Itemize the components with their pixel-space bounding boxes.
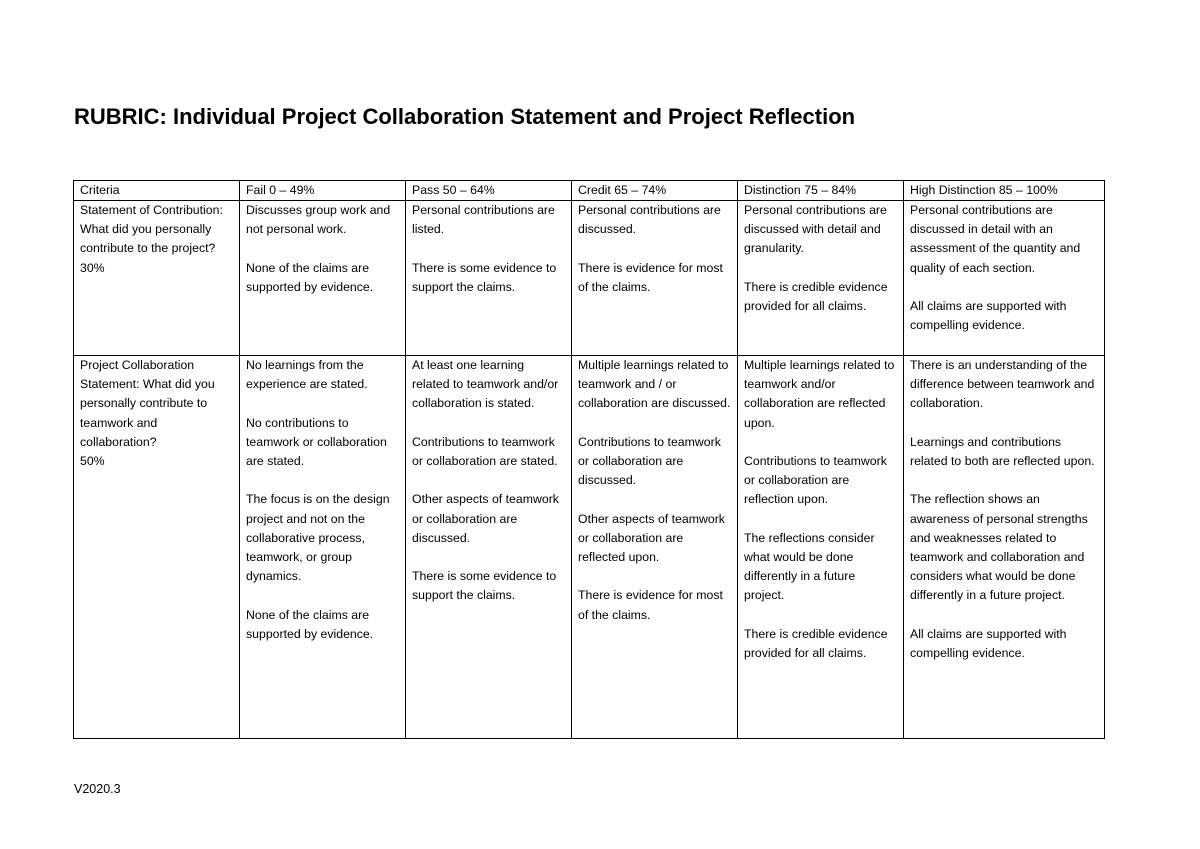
descriptor-text: None of the claims are supported by evidence. bbox=[246, 607, 374, 641]
descriptor-text: Contributions to teamwork or collaboration are stated. bbox=[412, 434, 558, 468]
column-header-pass: Pass 50 – 64% bbox=[406, 181, 572, 201]
descriptor-text: Personal contributions are discussed in detail with an assessment of the quantity and quality of each section. bbox=[910, 203, 1081, 275]
table-row-project-collaboration-statement bbox=[74, 356, 1105, 739]
descriptor-text: Personal contributions are discussed. bbox=[578, 203, 721, 237]
descriptor-text: Learnings and contributions related to both are reflected upon. bbox=[910, 434, 1095, 468]
criterion-text: Project Collaboration Statement: What did you personally contribute to teamwork and collaboration? bbox=[80, 358, 215, 449]
level-cell-pass bbox=[406, 356, 572, 739]
descriptor-text: The reflection shows an awareness of personal strengths and weaknesses related to teamwork and collaboration and considers what would be done differently in a future project. bbox=[910, 492, 1088, 603]
column-header-fail: Fail 0 – 49% bbox=[240, 181, 406, 201]
descriptor-text: There is credible evidence provided for all claims. bbox=[744, 279, 888, 313]
level-cell-high-distinction bbox=[904, 356, 1105, 739]
criterion-weight: 50% bbox=[80, 454, 105, 469]
descriptor-text: No learnings from the experience are stated. bbox=[246, 358, 368, 392]
descriptor-text: Contributions to teamwork or collaboration are discussed. bbox=[578, 434, 721, 488]
column-header-credit: Credit 65 – 74% bbox=[572, 181, 738, 201]
criterion-cell bbox=[74, 201, 240, 356]
descriptor-text: Contributions to teamwork or collaboration are reflection upon. bbox=[744, 454, 887, 507]
rubric-table bbox=[73, 180, 1105, 739]
descriptor-text: All claims are supported with compelling evidence. bbox=[910, 299, 1067, 333]
descriptor-text: Other aspects of teamwork or collaboration are reflected upon. bbox=[578, 511, 725, 564]
descriptor-text: None of the claims are supported by evidence. bbox=[246, 260, 374, 294]
descriptor-text: There is some evidence to support the claims. bbox=[412, 569, 557, 603]
table-header-row bbox=[74, 181, 1105, 201]
descriptor-text: There is credible evidence provided for all claims. bbox=[744, 626, 888, 660]
descriptor-text: The focus is on the design project and not on the collaborative process, teamwork, or group dynamics. bbox=[246, 492, 390, 584]
version-label: V2020.3 bbox=[74, 782, 121, 796]
level-cell-fail bbox=[240, 356, 406, 739]
level-cell-fail bbox=[240, 201, 406, 356]
table-row-statement-of-contribution bbox=[74, 201, 1105, 356]
level-cell-pass bbox=[406, 201, 572, 356]
descriptor-text: Multiple learnings related to teamwork and / or collaboration are discussed. bbox=[578, 358, 731, 411]
descriptor-text: At least one learning related to teamwork and/or collaboration is stated. bbox=[412, 358, 559, 411]
descriptor-text: The reflections consider what would be done differently in a future project. bbox=[744, 530, 875, 603]
criterion-text: Statement of Contribution: What did you personally contribute to the project? bbox=[80, 203, 223, 256]
descriptor-text: Personal contributions are discussed with detail and granularity. bbox=[744, 203, 887, 256]
descriptor-text: All claims are supported with compelling evidence. bbox=[910, 626, 1067, 660]
descriptor-text: There is evidence for most of the claims. bbox=[578, 260, 723, 294]
level-cell-distinction bbox=[738, 356, 904, 739]
criterion-weight: 30% bbox=[80, 260, 105, 275]
level-cell-credit bbox=[572, 201, 738, 356]
column-header-distinction: Distinction 75 – 84% bbox=[738, 181, 904, 201]
level-cell-high-distinction bbox=[904, 201, 1105, 356]
page-title: RUBRIC: Individual Project Collaboration Statement and Project Reflection bbox=[74, 104, 856, 129]
column-header-criteria: Criteria bbox=[74, 181, 240, 201]
column-header-high-distinction: High Distinction 85 – 100% bbox=[904, 181, 1105, 201]
criterion-cell bbox=[74, 356, 240, 739]
descriptor-text: Other aspects of teamwork or collaboration are discussed. bbox=[412, 492, 559, 545]
descriptor-text: Personal contributions are listed. bbox=[412, 203, 555, 237]
level-cell-distinction bbox=[738, 201, 904, 356]
descriptor-text: There is evidence for most of the claims. bbox=[578, 588, 723, 622]
descriptor-text: There is an understanding of the difference between teamwork and collaboration. bbox=[910, 358, 1095, 411]
descriptor-text: Multiple learnings related to teamwork and/or collaboration are reflected upon. bbox=[744, 358, 895, 430]
descriptor-text: No contributions to teamwork or collaboration are stated. bbox=[246, 415, 387, 468]
descriptor-text: There is some evidence to support the claims. bbox=[412, 260, 557, 294]
descriptor-text: Discusses group work and not personal work. bbox=[246, 203, 391, 237]
level-cell-credit bbox=[572, 356, 738, 739]
